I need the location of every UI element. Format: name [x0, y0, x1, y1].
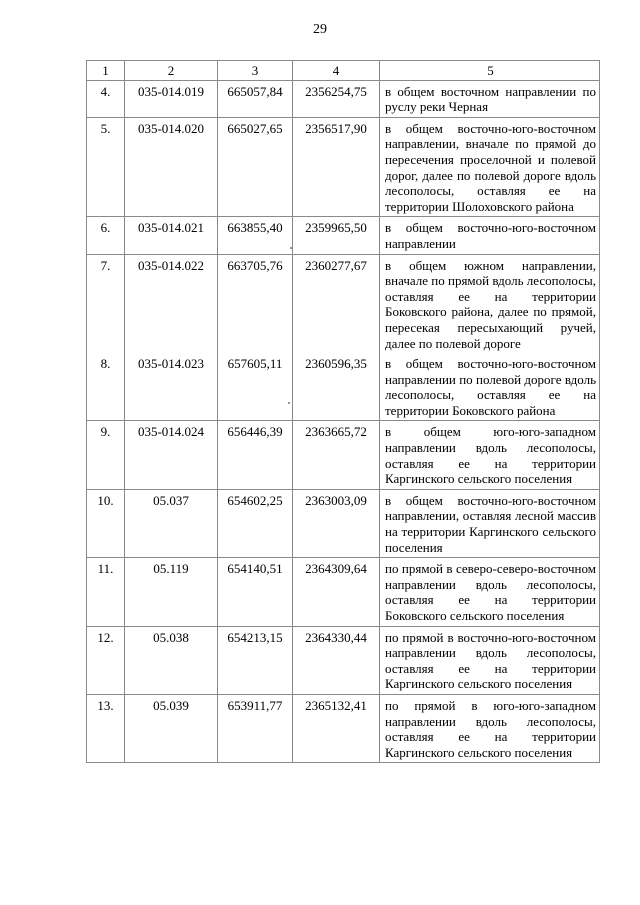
coord-y: 2364330,44: [293, 626, 380, 694]
table-row: [87, 80, 600, 117]
row-number: 6.: [87, 217, 125, 254]
coord-y: 2356254,75: [293, 80, 380, 117]
header-col-3: 3: [218, 61, 293, 81]
point-code: 05.037: [125, 489, 218, 557]
boundary-description: в общем восточно-юго-восточном направлении: [380, 217, 600, 254]
coord-y: 2365132,41: [293, 694, 380, 762]
coord-y: 2360596,35: [293, 353, 380, 421]
boundary-table: [86, 60, 600, 763]
scan-speck: [288, 402, 290, 404]
table-row: [87, 117, 600, 217]
boundary-description: по прямой в восточно-юго-восточном направлении вдоль лесополосы, оставляя ее на территории Каргинского сельского поселения: [380, 626, 600, 694]
boundary-description: в общем южном направлении, вначале по прямой вдоль лесополосы, оставляя ее на территории Боковского района, далее по прямой, пересекая пересыхающий ручей, далее по полевой дороге: [380, 254, 600, 353]
point-code: 05.038: [125, 626, 218, 694]
coord-y: 2363665,72: [293, 421, 380, 489]
row-number: 12.: [87, 626, 125, 694]
table-row: [87, 626, 600, 694]
coord-x: 653911,77: [218, 694, 293, 762]
point-code: 05.119: [125, 558, 218, 626]
row-number: 11.: [87, 558, 125, 626]
header-col-1: 1: [87, 61, 125, 81]
point-code: 035-014.020: [125, 117, 218, 217]
point-code: 035-014.022: [125, 254, 218, 353]
coord-x: 654140,51: [218, 558, 293, 626]
point-code: 035-014.023: [125, 353, 218, 421]
coord-y: 2363003,09: [293, 489, 380, 557]
boundary-description: в общем восточном направлении по руслу реки Черная: [380, 80, 600, 117]
coord-x: 665057,84: [218, 80, 293, 117]
table-row: [87, 353, 600, 421]
boundary-description: по прямой в северо-северо-восточном направлении вдоль лесополосы, оставляя ее на территории Боковского сельского поселения: [380, 558, 600, 626]
header-col-5: 5: [380, 61, 600, 81]
table-row: [87, 217, 600, 254]
coord-y: 2360277,67: [293, 254, 380, 353]
table-header-row: [87, 61, 600, 81]
row-number: 8.: [87, 353, 125, 421]
row-number: 9.: [87, 421, 125, 489]
coord-x: 656446,39: [218, 421, 293, 489]
coord-x: 654213,15: [218, 626, 293, 694]
header-col-4: 4: [293, 61, 380, 81]
table-row: [87, 694, 600, 762]
boundary-description: в общем восточно-юго-восточном направлении, оставляя лесной массив на территории Каргинского сельского поселения: [380, 489, 600, 557]
row-number: 4.: [87, 80, 125, 117]
coord-x: 665027,65: [218, 117, 293, 217]
point-code: 035-014.021: [125, 217, 218, 254]
page-number: 29: [313, 22, 327, 37]
boundary-description: в общем восточно-юго-восточном направлении, вначале по прямой до пересечения проселочной и полевой дорог, далее по полевой дороге вдоль лесополосы, оставляя ее на территории Шолоховского района: [380, 117, 600, 217]
table-row: [87, 421, 600, 489]
coord-x: 657605,11: [218, 353, 293, 421]
boundary-description: по прямой в юго-юго-западном направлении вдоль лесополосы, оставляя ее на территории Каргинского сельского поселения: [380, 694, 600, 762]
header-col-2: 2: [125, 61, 218, 81]
boundary-description: в общем восточно-юго-восточном направлении по полевой дороге вдоль лесополосы, оставляя ее на территории Боковского района: [380, 353, 600, 421]
row-number: 13.: [87, 694, 125, 762]
coord-y: 2359965,50: [293, 217, 380, 254]
point-code: 035-014.024: [125, 421, 218, 489]
coord-x: 663705,76: [218, 254, 293, 353]
row-number: 7.: [87, 254, 125, 353]
coord-y: 2364309,64: [293, 558, 380, 626]
boundary-description: в общем юго-юго-западном направлении вдоль лесополосы, оставляя ее на территории Каргинского сельского поселения: [380, 421, 600, 489]
coord-y: 2356517,90: [293, 117, 380, 217]
coord-x: 654602,25: [218, 489, 293, 557]
row-number: 10.: [87, 489, 125, 557]
point-code: 05.039: [125, 694, 218, 762]
point-code: 035-014.019: [125, 80, 218, 117]
table-row: [87, 254, 600, 353]
scan-speck: [290, 247, 292, 249]
table-row: [87, 558, 600, 626]
coord-x: 663855,40: [218, 217, 293, 254]
table-row: [87, 489, 600, 557]
row-number: 5.: [87, 117, 125, 217]
